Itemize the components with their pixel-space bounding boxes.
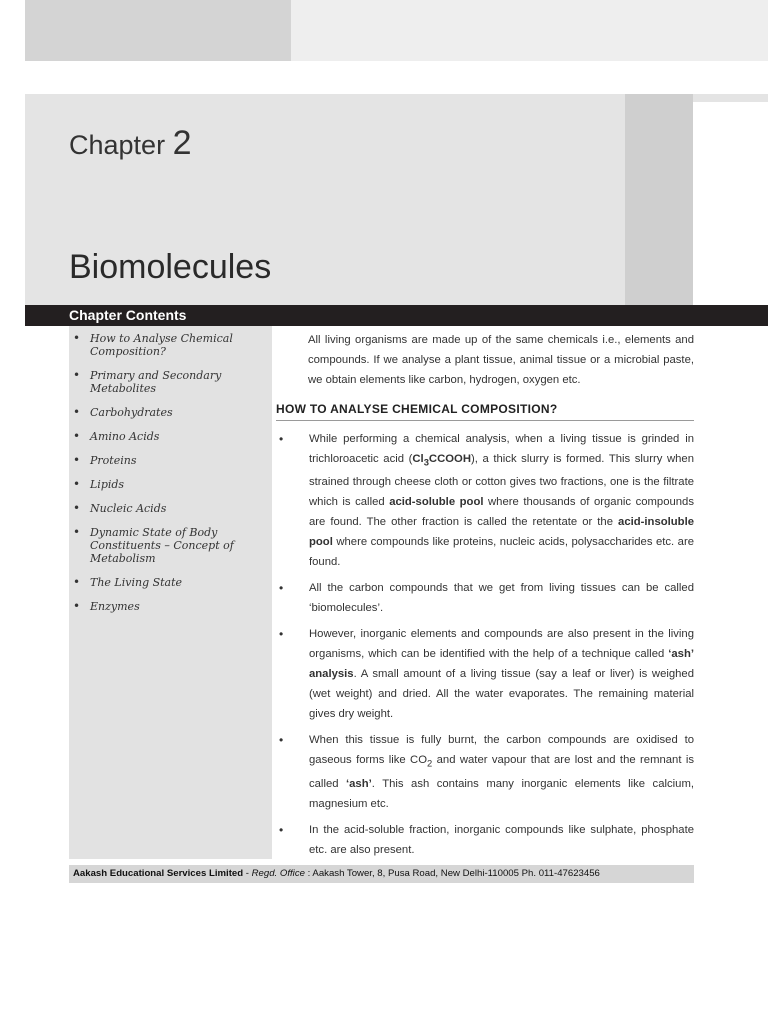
toc-item[interactable]: • How to Analyse Chemical Composition? — [69, 332, 272, 358]
chapter-title: Biomolecules — [69, 248, 272, 286]
bullet-text: However, inorganic elements and compounds are also present in the living organisms, which can be identified with the help of a technique called — [309, 628, 694, 661]
chapter-number: 2 — [172, 124, 192, 162]
bullet-text: When this tissue is fully burnt, the carbon compounds are oxidised to gaseous forms like CO — [309, 734, 694, 767]
key-term: ‘ash’ — [346, 777, 372, 790]
intro-paragraph: All living organisms are made up of the same chemicals i.e., elements and compounds. If we analyse a plant tissue, animal tissue or a microbial paste, we obtain elements like carbon, hydrogen, oxygen etc. — [308, 334, 694, 386]
toc-item[interactable]: • Enzymes — [69, 600, 272, 613]
footer-org: Aakash Educational Services Limited — [73, 868, 244, 879]
toc-item[interactable]: • Dynamic State of Body Constituents – Concept of Metabolism — [69, 526, 272, 565]
bullet-text: While performing a chemical analysis, when a living tissue is grinded in trichloroacetic acid ( — [309, 433, 694, 465]
toc-item[interactable]: • Primary and Secondary Metabolites — [69, 369, 272, 395]
chapter-contents-sidebar — [69, 326, 272, 859]
bullet-text: ), a thick slurry is formed. This slurry when strained through cheese cloth or cotton gives two fractions, one is the filtrate which is called — [309, 453, 694, 509]
bullet-text: and water vapour that are lost and the remnant is called — [309, 754, 695, 790]
page-footer — [69, 865, 694, 883]
chapter-contents-title: Chapter Contents — [69, 307, 187, 323]
toc-item[interactable]: • Amino Acids — [69, 430, 272, 443]
bullet-item — [276, 429, 694, 572]
footer-separator: - — [243, 868, 252, 879]
header-accent-column — [625, 94, 693, 305]
formula-part: Cl — [412, 453, 424, 465]
chapter-word: Chapter — [69, 130, 166, 160]
formula — [412, 453, 471, 468]
toc-item[interactable]: • Carbohydrates — [69, 406, 272, 419]
footer-address: : Aakash Tower, 8, Pusa Road, New Delhi-110005 Ph. 011-47623456 — [304, 868, 600, 879]
formula-subscript: 3 — [423, 456, 429, 468]
toc-item[interactable]: • The Living State — [69, 576, 272, 589]
chapter-contents-list — [69, 326, 272, 613]
toc-item[interactable]: • Proteins — [69, 454, 272, 467]
bullet-text: All the carbon compounds that we get from living tissues can be called ‘biomolecules’. — [309, 582, 694, 615]
key-term: acid-soluble pool — [389, 496, 484, 509]
toc-item[interactable]: • Lipids — [69, 478, 272, 491]
key-term: acid-insoluble pool — [309, 516, 694, 549]
bullet-item — [276, 730, 694, 813]
top-banner-accent — [25, 0, 291, 61]
key-term: ‘ash’ analysis — [309, 648, 694, 681]
footer-regd-label: Regd. Office — [251, 868, 305, 879]
subscript: 2 — [427, 757, 433, 769]
toc-item[interactable]: • Nucleic Acids — [69, 502, 272, 515]
bullet-item — [276, 820, 694, 860]
chapter-label — [69, 124, 192, 163]
formula-part: CCOOH — [428, 453, 471, 465]
bullet-text: where thousands of organic compounds are found. The other fraction is called the retentate or the — [309, 496, 694, 529]
bullet-item — [276, 624, 694, 724]
bullet-item — [276, 578, 694, 618]
bullet-text: . This ash contains many inorganic elements like calcium, magnesium etc. — [309, 777, 694, 810]
bullet-list — [276, 429, 694, 860]
bullet-text: . A small amount of a living tissue (say a leaf or liver) is weighed (wet weight) and dried. All the water evaporates. The remaining material gives dry weight. — [309, 668, 694, 721]
main-content — [276, 330, 694, 866]
section-heading: HOW TO ANALYSE CHEMICAL COMPOSITION? — [276, 402, 694, 421]
bullet-text: In the acid-soluble fraction, inorganic compounds like sulphate, phosphate etc. are also present. — [309, 823, 694, 856]
bullet-text: where compounds like proteins, nucleic acids, polysaccharides etc. are found. — [309, 536, 694, 569]
